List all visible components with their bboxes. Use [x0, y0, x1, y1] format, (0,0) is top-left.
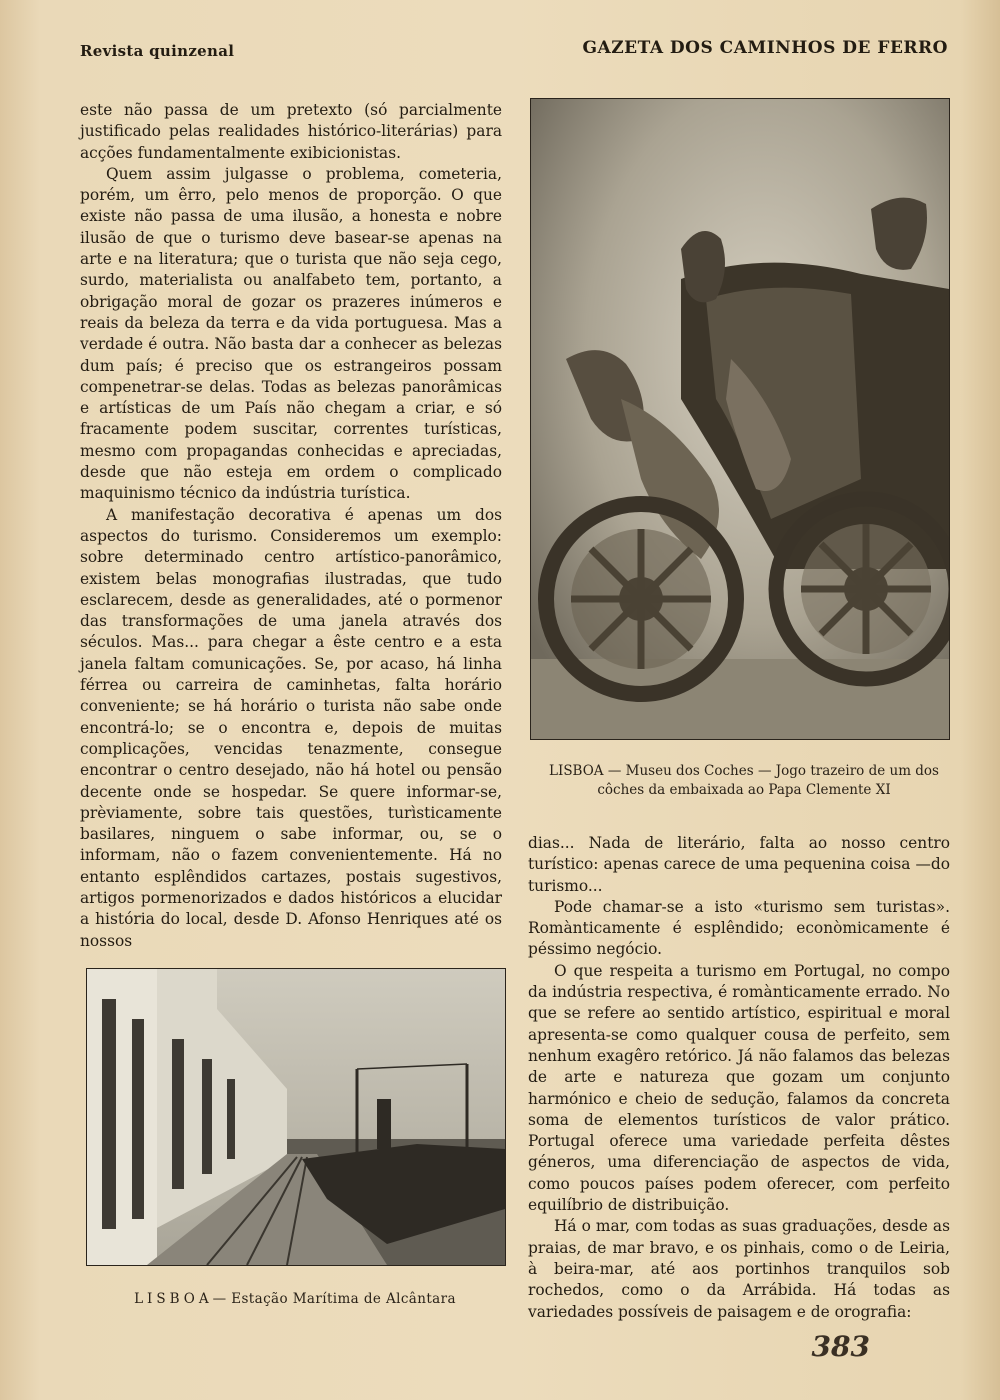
paragraph: A manifestação decorativa é apenas um dos aspectos do turismo. Consideremos um exemplo: sobre determinado centro artístico-panorâmico, existem belas monografias ilustradas, que tudo esclarecem, desde as generalidades, até o pormenor das transformações de uma janela através dos séculos. Mas... para chegar a êste centro e a esta janela faltam comunicações. Se, por acaso, há linha férrea ou carreira de caminhetas, falta horário conveniente; se há horário o turista não sabe onde encontrá-lo; se o encontra e, depois de muitas complicações, vencidas tenazmente, consegue encontrar o centro desejado, não há hotel ou pensão decente onde se hospedar. Se quere informar-se, prèviamente, sobre tais questões, turìsticamente basilares, ninguem o sabe informar, ou, se o informam, não o fazem convenientemente. Há no entanto esplêndidos cartazes, postais sugestivos, artigos pormenorizados e dados históricos a elucidar a história do local, desde D. Afonso Henriques até os nossos — [80, 505, 502, 950]
page-number: 383 — [811, 1330, 870, 1363]
station-caption — [86, 1290, 504, 1309]
station-caption-place: LISBOA — [134, 1291, 213, 1307]
carriage-caption: LISBOA — Museu dos Coches — Jogo trazeiro de um dos côches da embaixada ao Papa Clemente XI — [549, 763, 939, 798]
paragraph: O que respeita a turismo em Portugal, no compo da indústria respectiva, é romànticamente errado. No que se refere ao sentido artístico, espiritual e moral apresenta-se como qualquer cousa de perfeito, sem nenhum exagêro retórico. Já não falamos das belezas de arte e natureza que gozam um conjunto harmónico e cheio de sedução, falamos da concreta soma de elementos turísticos de valor prático. Portugal oferece uma variedade perfeita dêstes géneros, uma diferenciação de aspectos de vida, como poucos países podem oferecer, com perfeito equilíbrio de distribuição. — [528, 961, 950, 1215]
station-caption-text: — Estação Marítima de Alcântara — [212, 1291, 456, 1307]
carriage-photograph — [530, 98, 950, 740]
running-head-left: Revista quinzenal — [80, 42, 235, 60]
paragraph: Quem assim julgasse o problema, cometeria, porém, um êrro, pelo menos de proporção. O que existe não passa de uma ilusão, a honesta e nobre ilusão de que o turismo deve basear-se apenas na arte e na literatura; que o turista que não seja cego, surdo, materialista ou analfabeto tem, portanto, a obrigação moral de gozar os prazeres inúmeros e reais da beleza da terra e da vida portuguesa. Mas a verdade é outra. Não basta dar a conhecer as belezas dum país; é preciso que os estrangeiros possam compenetrar-se delas. Todas as belezas panorâmicas e artísticas de um País não chegam a criar, e só fracamente podem suscitar, correntes turísticas, mesmo com propagandas conhecidas e apreciadas, desde que não esteja em ordem o complicado maquinismo técnico da indústria turística. — [80, 164, 502, 503]
station-photograph — [86, 968, 506, 1266]
paragraph: Há o mar, com todas as suas graduações, desde as praias, de mar bravo, e os pinhais, como o de Leiria, à beira-mar, até aos portinhos tranquilos sob rochedos, como o da Arrábida. Há todas as variedades possíveis de paisagem e de orografia: — [528, 1217, 950, 1321]
paragraph: dias... Nada de literário, falta ao nosso centro turístico: apenas carece de uma pequenina coisa —do turismo... — [528, 834, 950, 895]
left-text-column — [80, 100, 502, 952]
right-text-column — [528, 833, 950, 1323]
paragraph: Pode chamar-se a isto «turismo sem turistas». Romànticamente é esplêndido; econòmicamente é péssimo negócio. — [528, 897, 950, 959]
running-head-right: GAZETA DOS CAMINHOS DE FERRO — [582, 38, 948, 58]
paragraph: este não passa de um pretexto (só parcialmente justificado pelas realidades histórico-literárias) para acções fundamentalmente exibicionistas. — [80, 101, 502, 162]
